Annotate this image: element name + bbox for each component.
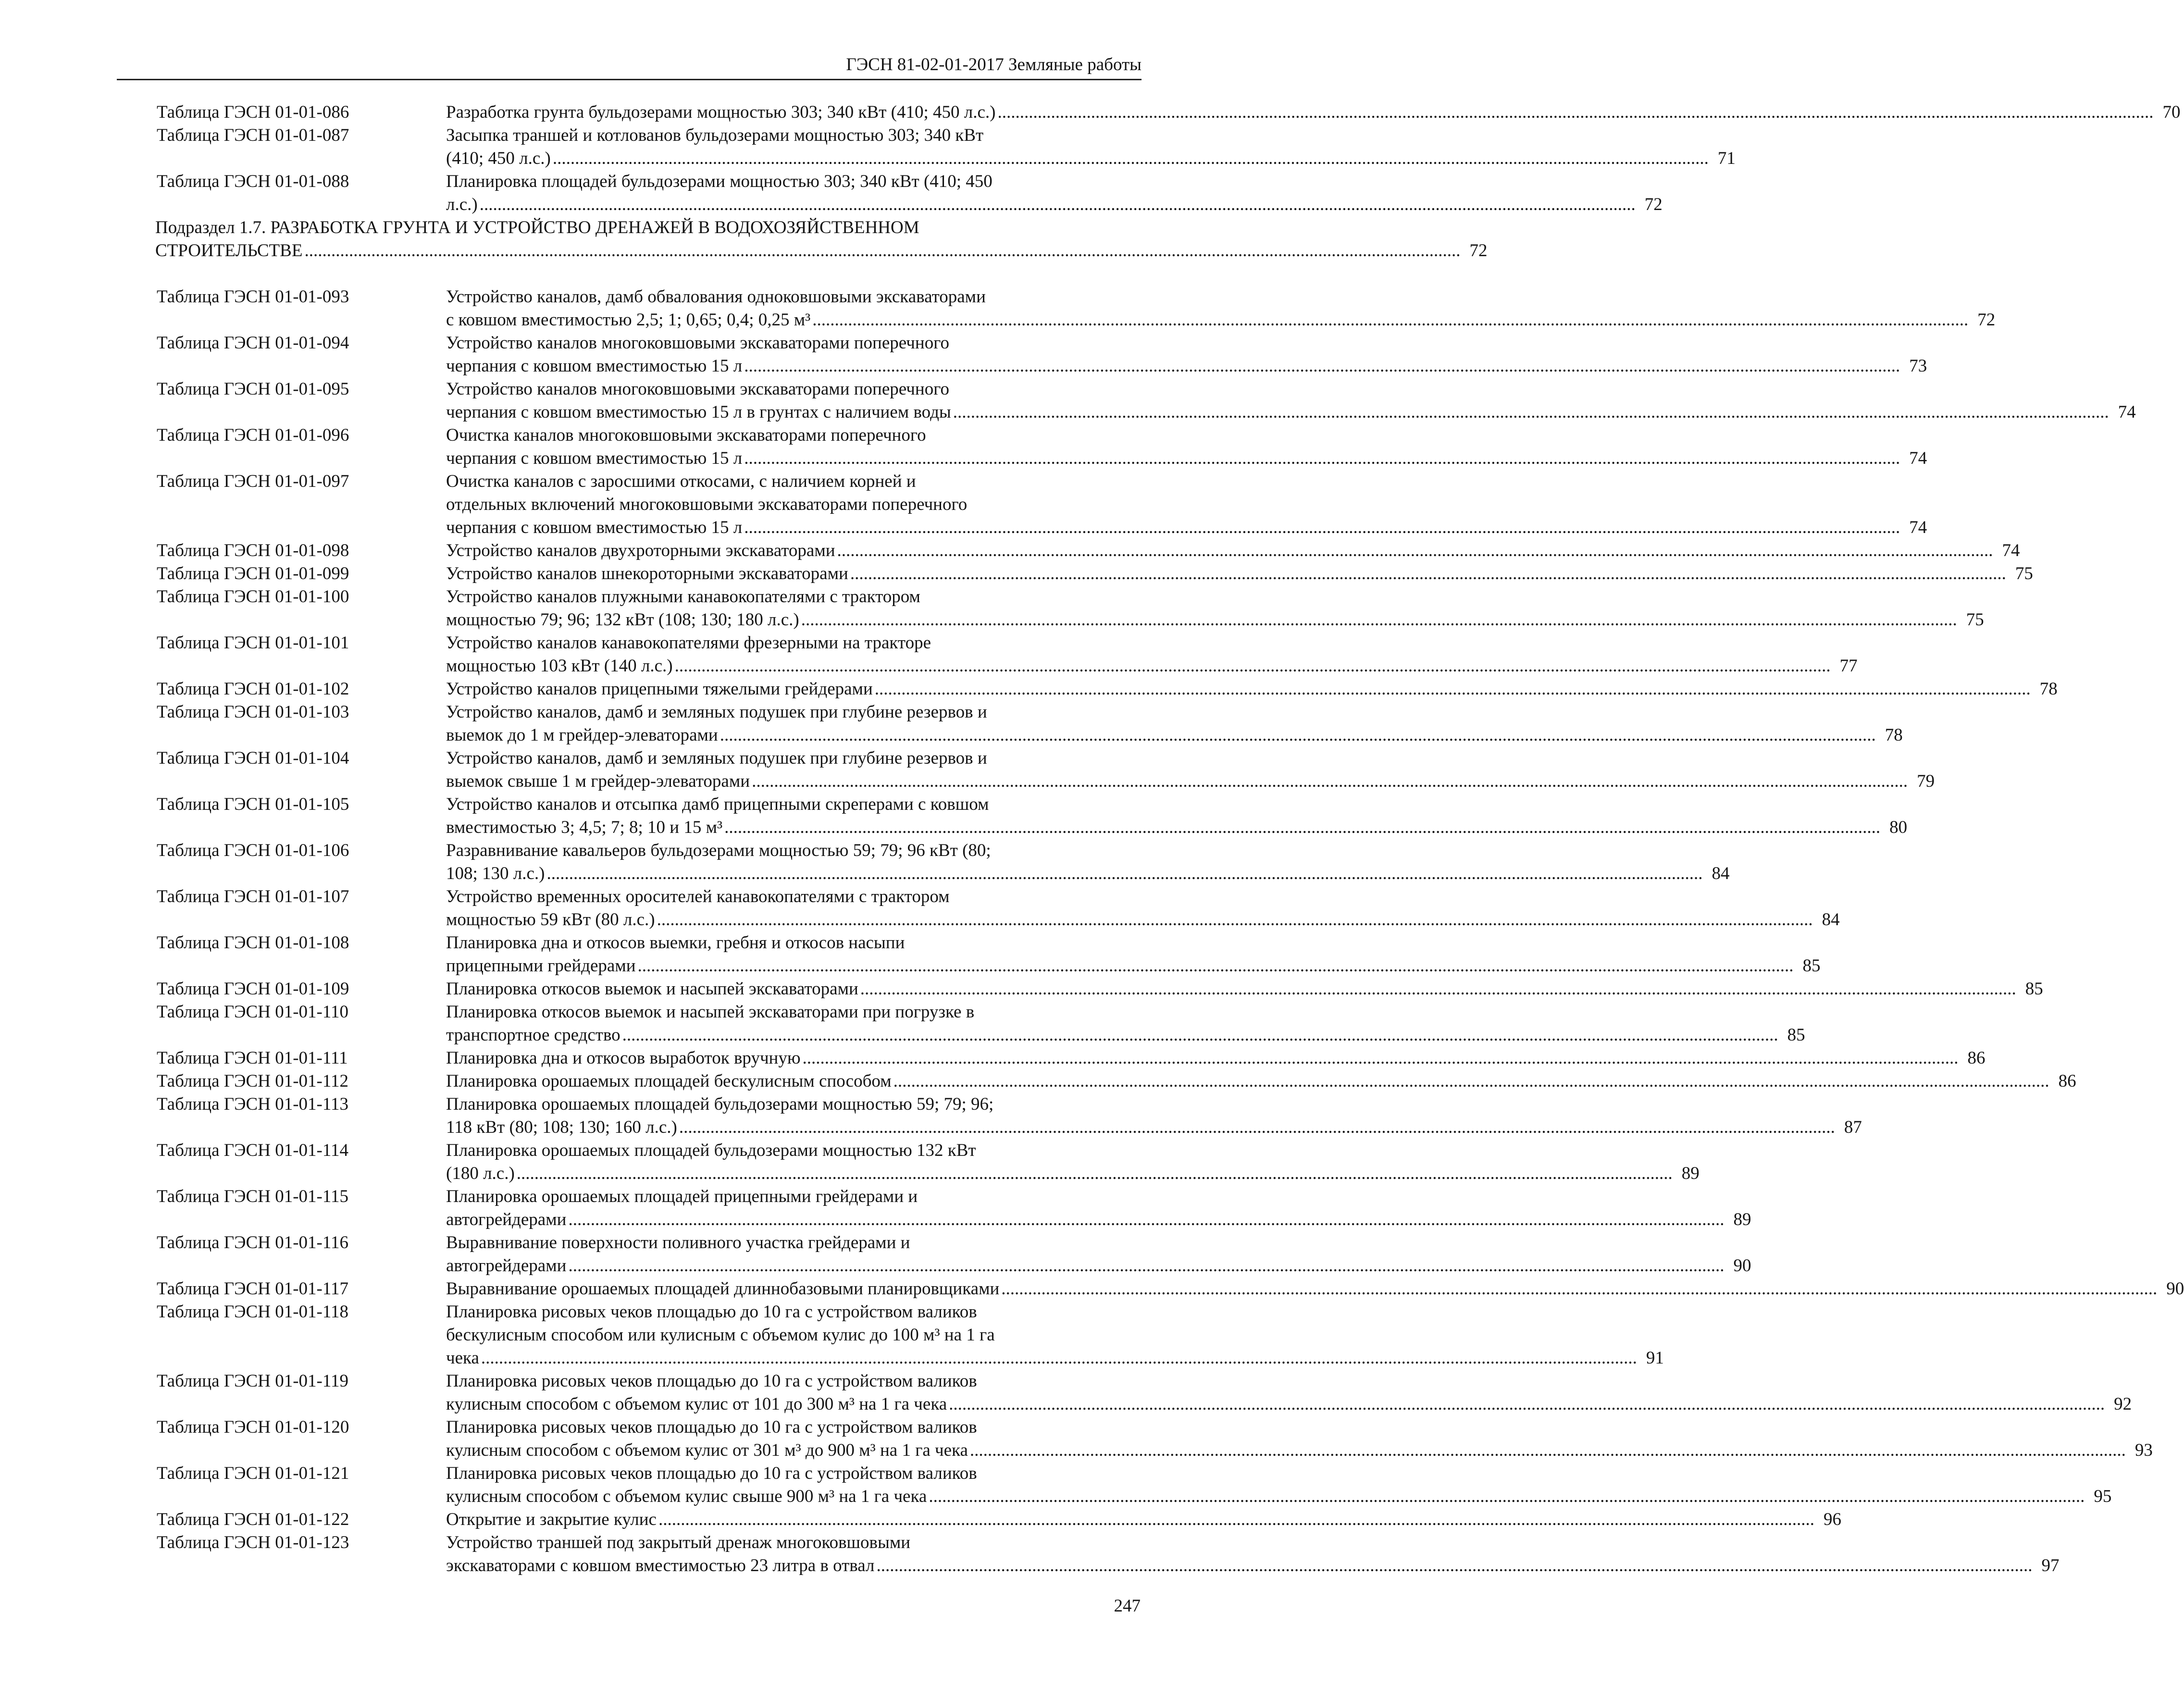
- toc-entry-code: Таблица ГЭСН 01-01-099: [157, 564, 349, 583]
- leader-dots: [566, 1254, 1726, 1277]
- toc-entry-line: Разравнивание кавальеров бульдозерами мощностью 59; 79; 96 кВт (80;: [446, 841, 991, 860]
- toc-entry-description: [446, 101, 2180, 124]
- toc-entry-code: Таблица ГЭСН 01-01-105: [157, 794, 349, 814]
- leader-dots: [515, 1162, 1675, 1185]
- toc-entry-last-line: [446, 1070, 2076, 1093]
- toc-entry-page-number: 90: [2166, 1279, 2184, 1299]
- toc-entry[interactable]: [157, 1370, 2132, 1416]
- toc-entry-last-text: вместимостью 3; 4,5; 7; 8; 10 и 15 м³: [446, 818, 723, 837]
- leader-dots: [657, 1508, 1816, 1531]
- toc-entry[interactable]: [157, 424, 1927, 470]
- toc-entry[interactable]: [157, 678, 2058, 701]
- toc-entry-code: Таблица ГЭСН 01-01-117: [157, 1279, 348, 1299]
- toc-entry[interactable]: [157, 170, 1663, 216]
- subsection-title-line: Подраздел 1.7. РАЗРАБОТКА ГРУНТА И УСТРОЙСТВО ДРЕНАЖЕЙ В ВОДОХОЗЯЙСТВЕННОМ: [155, 218, 919, 237]
- toc-entry-last-line: [446, 1047, 1985, 1070]
- toc-entry-line: бескулисным способом или кулисным с объемом кулис до 100 м³ на 1 га: [446, 1325, 995, 1345]
- toc-entry[interactable]: [157, 585, 1984, 632]
- toc-entry-description: [446, 285, 1995, 332]
- toc-entry-code: Таблица ГЭСН 01-01-108: [157, 933, 349, 953]
- toc-entry-last-text: черпания с ковшом вместимостью 15 л: [446, 356, 743, 376]
- toc-entry-description: [446, 1093, 1862, 1139]
- toc-entry-code: Таблица ГЭСН 01-01-098: [157, 541, 349, 560]
- toc-entry-last-text: Планировка откосов выемок и насыпей экскаваторами: [446, 979, 858, 999]
- toc-entry-description: [446, 562, 2033, 585]
- toc-entry-page-number: 85: [1802, 956, 1821, 976]
- leader-dots: [750, 770, 1910, 793]
- toc-entry-last-text: черпания с ковшом вместимостью 15 л: [446, 448, 743, 468]
- toc-entry-code: Таблица ГЭСН 01-01-104: [157, 748, 349, 768]
- toc-entry-line: Устройство каналов канавокопателями фрезерными на тракторе: [446, 633, 931, 653]
- toc-entry-last-text: Разработка грунта бульдозерами мощностью 303; 340 кВт (410; 450 л.с.): [446, 102, 996, 122]
- toc-entry-last-text: кулисным способом с объемом кулис от 301 м³ до 900 м³ на 1 га чека: [446, 1440, 968, 1460]
- toc-entry-last-text: Устройство каналов шнекороторными экскаваторами: [446, 564, 848, 583]
- toc-entry-description: [446, 378, 2136, 424]
- toc-group-2: [157, 285, 2184, 1577]
- toc-entry-page-number: 96: [1823, 1510, 1841, 1529]
- leader-dots: [722, 816, 1882, 839]
- toc-entry-last-text: прицепными грейдерами: [446, 956, 636, 976]
- toc-entry-code: Таблица ГЭСН 01-01-112: [157, 1071, 348, 1091]
- toc-entry-page-number: 78: [1885, 725, 1903, 745]
- toc-entry-last-line: [446, 678, 2058, 701]
- toc-entry-code: Таблица ГЭСН 01-01-113: [157, 1094, 348, 1114]
- toc-entry-description: [446, 793, 1907, 839]
- toc-entry-last-text: автогрейдерами: [446, 1210, 567, 1229]
- toc-entry-code: Таблица ГЭСН 01-01-123: [157, 1533, 349, 1552]
- toc-entry-last-line: [446, 978, 2043, 1001]
- toc-entry-code: Таблица ГЭСН 01-01-109: [157, 979, 349, 999]
- toc-entry-last-text: кулисным способом с объемом кулис свыше 900 м³ на 1 га чека: [446, 1487, 927, 1506]
- toc-entry-line: Устройство каналов плужными канавокопателями с трактором: [446, 587, 920, 607]
- toc-entry-code: Таблица ГЭСН 01-01-086: [157, 102, 349, 122]
- toc-entry-last-line: [446, 309, 1995, 332]
- toc-entry[interactable]: [157, 562, 2033, 585]
- toc-entry-last-text: кулисным способом с объемом кулис от 101 до 300 м³ на 1 га чека: [446, 1394, 947, 1414]
- leader-dots: [848, 562, 2008, 585]
- toc-entry-line: Устройство временных оросителей канавокопателями с трактором: [446, 887, 950, 906]
- toc-entry-page-number: 71: [1717, 149, 1736, 168]
- toc-entry[interactable]: [157, 793, 1908, 839]
- leader-dots: [999, 1277, 2159, 1301]
- toc-entry-code: Таблица ГЭСН 01-01-116: [157, 1233, 348, 1252]
- leader-dots: [551, 147, 1711, 170]
- toc-entry-code: Таблица ГЭСН 01-01-094: [157, 333, 349, 353]
- toc-entry[interactable]: [157, 839, 1730, 885]
- toc-entry-line: Планировка рисовых чеков площадью до 10 га с устройством валиков: [446, 1417, 977, 1437]
- toc-entry-last-line: [446, 1254, 1751, 1277]
- toc-entry-last-line: [446, 1508, 1841, 1531]
- toc-entry-last-line: [446, 1277, 2184, 1301]
- toc-entry-line: Планировка откосов выемок и насыпей экскаваторами при погрузке в: [446, 1002, 975, 1022]
- toc-entry-code: Таблица ГЭСН 01-01-121: [157, 1463, 349, 1483]
- toc-entry-last-line: [446, 193, 1663, 216]
- toc-entry[interactable]: [157, 1001, 1805, 1047]
- toc-entry-last-text: черпания с ковшом вместимостью 15 л: [446, 518, 743, 537]
- toc-entry-last-line: [446, 355, 1927, 378]
- toc-entry-code: Таблица ГЭСН 01-01-115: [157, 1187, 348, 1206]
- toc-entry-page-number: 86: [1967, 1048, 1985, 1068]
- toc-entry-line: Устройство траншей под закрытый дренаж многоковшовыми: [446, 1533, 911, 1552]
- toc-entry-line: Планировка орошаемых площадей прицепными грейдерами и: [446, 1187, 918, 1206]
- toc-entry-page-number: 85: [2025, 979, 2043, 999]
- toc-entry-last-line: [446, 147, 1736, 170]
- toc-entry[interactable]: [157, 1301, 1664, 1370]
- toc-entry-page-number: 84: [1712, 864, 1730, 883]
- running-header: [117, 54, 1142, 80]
- leader-dots: [947, 1393, 2107, 1416]
- toc-entry-page-number: 79: [1917, 771, 1935, 791]
- toc-entry-description: [446, 1047, 1985, 1070]
- leader-dots: [810, 309, 1970, 332]
- toc-entry[interactable]: [157, 978, 2043, 1001]
- toc-entry[interactable]: [157, 1231, 1751, 1277]
- toc-entry-description: [446, 701, 1903, 747]
- toc-entry-page-number: 89: [1733, 1210, 1751, 1229]
- leader-dots: [801, 1047, 1961, 1070]
- toc-entry-page-number: 73: [1909, 356, 1927, 376]
- toc-entry-code: Таблица ГЭСН 01-01-120: [157, 1417, 349, 1437]
- toc-entry[interactable]: [157, 1093, 1862, 1139]
- leader-dots: [718, 724, 1878, 747]
- toc-entry-page-number: 72: [1644, 195, 1663, 214]
- toc-entry-last-text: мощностью 79; 96; 132 кВт (108; 130; 180 л.с.): [446, 610, 799, 630]
- toc-entry-description: [446, 1462, 2111, 1508]
- toc-entry-last-text: выемок свыше 1 м грейдер-элеваторами: [446, 771, 750, 791]
- toc-entry-last-line: [446, 539, 2020, 562]
- toc-group-1: [157, 101, 2181, 216]
- leader-dots: [835, 539, 1995, 562]
- leader-dots: [636, 955, 1796, 978]
- leader-dots: [742, 355, 1902, 378]
- toc-entry-description: [446, 1370, 2132, 1416]
- leader-dots: [479, 1347, 1639, 1370]
- page-number: 247: [1114, 1596, 1141, 1616]
- toc-entry-description: [446, 978, 2043, 1001]
- toc-entry-last-text: 108; 130 л.с.): [446, 864, 545, 883]
- toc-entry-last-line: [446, 562, 2033, 585]
- toc-entry-description: [446, 1070, 2076, 1093]
- leader-dots: [875, 1554, 2035, 1577]
- toc-entry-line: Засыпка траншей и котлованов бульдозерами мощностью 303; 340 кВт: [446, 125, 984, 145]
- toc-entry-last-line: [446, 1024, 1805, 1047]
- toc-entry-line: Устройство каналов, дамб обвалования одноковшовыми экскаваторами: [446, 287, 986, 307]
- toc-entry-description: [446, 1416, 2153, 1462]
- toc-entry-description: [446, 1531, 2060, 1577]
- toc-entry-line: Очистка каналов с заросшими откосами, с наличием корней и: [446, 471, 916, 491]
- toc-entry-last-line: [446, 908, 1840, 931]
- toc-entry-description: [446, 885, 1840, 931]
- toc-entry[interactable]: [157, 1416, 2153, 1462]
- toc-entry[interactable]: [157, 332, 1927, 378]
- toc-entry-description: [446, 539, 2020, 562]
- toc-entry-last-text: чека: [446, 1348, 479, 1368]
- toc-entry-page-number: 97: [2041, 1556, 2060, 1575]
- toc-entry-last-line: [446, 816, 1907, 839]
- toc-entry-page-number: 93: [2134, 1440, 2153, 1460]
- leader-dots: [742, 447, 1902, 470]
- toc-entry[interactable]: [157, 1277, 2184, 1301]
- toc-entry-last-text: транспортное средство: [446, 1025, 620, 1045]
- toc-entry-line: Устройство каналов многоковшовыми экскаваторами поперечного: [446, 333, 949, 353]
- toc-entry-page-number: 70: [2162, 102, 2181, 122]
- toc-entry[interactable]: [157, 1070, 2076, 1093]
- toc-entry-description: [446, 678, 2058, 701]
- toc-entry-last-text: с ковшом вместимостью 2,5; 1; 0,65; 0,4; 0,25 м³: [446, 310, 811, 330]
- toc-entry-line: Очистка каналов многоковшовыми экскаваторами поперечного: [446, 425, 926, 445]
- toc-entry-last-line: [446, 401, 2136, 424]
- toc-entry-line: Выравнивание поверхности поливного участка грейдерами и: [446, 1233, 910, 1252]
- toc-entry-code: Таблица ГЭСН 01-01-095: [157, 379, 349, 399]
- toc-entry-last-text: Планировка дна и откосов выработок вручную: [446, 1048, 801, 1068]
- toc-entry-code: Таблица ГЭСН 01-01-102: [157, 679, 349, 699]
- toc-entry[interactable]: [157, 1185, 1751, 1231]
- toc-entry-page-number: 74: [1909, 518, 1927, 537]
- leader-dots: [951, 401, 2111, 424]
- toc-entry-code: Таблица ГЭСН 01-01-111: [157, 1048, 348, 1068]
- toc-entry-code: Таблица ГЭСН 01-01-119: [157, 1371, 348, 1391]
- toc-entry-page-number: 95: [2094, 1487, 2112, 1506]
- toc-entry-description: [446, 839, 1730, 885]
- toc-entry[interactable]: [157, 1531, 2060, 1577]
- toc-entry[interactable]: [157, 124, 1736, 170]
- leader-dots: [892, 1070, 2051, 1093]
- toc-entry-page-number: 84: [1822, 910, 1840, 930]
- toc-entry-description: [446, 170, 1663, 216]
- toc-entry-last-text: мощностью 103 кВт (140 л.с.): [446, 656, 673, 676]
- toc-entry-page-number: 89: [1681, 1164, 1700, 1183]
- leader-dots: [927, 1485, 2086, 1508]
- toc-entry-last-line: [446, 1347, 1664, 1370]
- toc-entry-page-number: 91: [1646, 1348, 1664, 1368]
- toc-entry-last-text: Планировка орошаемых площадей бескулисным способом: [446, 1071, 892, 1091]
- toc-entry[interactable]: [157, 101, 2181, 124]
- toc-entry-last-line: [446, 1116, 1862, 1139]
- toc-entry-description: [446, 124, 1736, 170]
- leader-dots: [995, 101, 2155, 124]
- table-of-contents: [155, 101, 2184, 1577]
- toc-entry-last-text: л.с.): [446, 195, 478, 214]
- toc-entry-last-text: Устройство каналов двухроторными экскаваторами: [446, 541, 835, 560]
- toc-entry-description: [446, 632, 1858, 678]
- subsection-title-fill: [155, 239, 1488, 262]
- toc-entry-code: Таблица ГЭСН 01-01-114: [157, 1141, 348, 1160]
- leader-dots: [566, 1208, 1726, 1231]
- toc-entry-code: Таблица ГЭСН 01-01-096: [157, 425, 349, 445]
- toc-entry-page-number: 75: [2015, 564, 2033, 583]
- subsection-page-number: 72: [1469, 241, 1488, 260]
- toc-entry-last-text: выемок до 1 м грейдер-элеваторами: [446, 725, 718, 745]
- subsection-title-last-line: СТРОИТЕЛЬСТВЕ: [155, 241, 303, 260]
- leader-dots: [478, 193, 1638, 216]
- toc-entry-line: отдельных включений многоковшовыми экскаваторами поперечного: [446, 495, 968, 514]
- toc-entry-last-text: черпания с ковшом вместимостью 15 л в грунтах с наличием воды: [446, 402, 951, 422]
- toc-entry-description: [446, 1139, 1700, 1185]
- toc-entry-code: Таблица ГЭСН 01-01-103: [157, 702, 349, 722]
- toc-entry-page-number: 74: [1909, 448, 1927, 468]
- toc-entry-last-line: [446, 1554, 2060, 1577]
- toc-entry[interactable]: [157, 885, 1840, 931]
- toc-entry-description: [446, 332, 1927, 378]
- toc-entry-description: [446, 1508, 1841, 1531]
- toc-entry-line: Планировка рисовых чеков площадью до 10 га с устройством валиков: [446, 1463, 977, 1483]
- toc-entry-code: Таблица ГЭСН 01-01-088: [157, 172, 349, 191]
- toc-entry[interactable]: [157, 539, 2020, 562]
- leader-dots: [799, 608, 1959, 632]
- toc-entry[interactable]: [157, 1047, 1985, 1070]
- toc-entry-code: Таблица ГЭСН 01-01-093: [157, 287, 349, 307]
- toc-entry-page-number: 78: [2039, 679, 2058, 699]
- toc-entry-line: Планировка дна и откосов выемки, гребня и откосов насыпи: [446, 933, 905, 953]
- toc-entry-page-number: 90: [1733, 1256, 1751, 1276]
- toc-entry-last-line: [446, 101, 2180, 124]
- header-title: ГЭСН 81-02-01-2017 Земляные работы: [846, 55, 1142, 74]
- toc-entry-code: Таблица ГЭСН 01-01-122: [157, 1510, 349, 1529]
- toc-entry-code: Таблица ГЭСН 01-01-110: [157, 1002, 348, 1022]
- leader-dots: [742, 516, 1902, 539]
- toc-entry-last-text: 118 кВт (80; 108; 130; 160 л.с.): [446, 1117, 677, 1137]
- toc-entry-last-line: [446, 862, 1730, 885]
- toc-entry-last-line: [446, 770, 1935, 793]
- toc-entry-page-number: 87: [1844, 1117, 1862, 1137]
- toc-entry[interactable]: [157, 1139, 1700, 1185]
- toc-entry-last-line: [446, 655, 1858, 678]
- toc-entry[interactable]: [157, 701, 1903, 747]
- toc-entry-description: [446, 1277, 2184, 1301]
- toc-entry-line: Устройство каналов, дамб и земляных подушек при глубине резервов и: [446, 748, 987, 768]
- leader-dots: [302, 239, 1462, 262]
- toc-entry-code: Таблица ГЭСН 01-01-106: [157, 841, 349, 860]
- section-gap: [157, 262, 1130, 285]
- toc-entry-description: [446, 424, 1927, 470]
- toc-entry-line: Планировка орошаемых площадей бульдозерами мощностью 59; 79; 96;: [446, 1094, 994, 1114]
- leader-dots: [655, 908, 1815, 931]
- toc-entry-page-number: 74: [2002, 541, 2020, 560]
- toc-entry-page-number: 80: [1889, 818, 1908, 837]
- toc-entry-line: Устройство каналов, дамб и земляных подушек при глубине резервов и: [446, 702, 987, 722]
- toc-entry-last-text: (410; 450 л.с.): [446, 149, 551, 168]
- leader-dots: [620, 1024, 1780, 1047]
- toc-entry-code: Таблица ГЭСН 01-01-118: [157, 1302, 348, 1322]
- toc-entry-last-text: мощностью 59 кВт (80 л.с.): [446, 910, 655, 930]
- toc-entry-code: Таблица ГЭСН 01-01-097: [157, 471, 349, 491]
- toc-entry[interactable]: [157, 470, 1927, 539]
- toc-entry-last-line: [446, 724, 1903, 747]
- toc-entry-page-number: 74: [2118, 402, 2136, 422]
- leader-dots: [873, 678, 2033, 701]
- toc-entry[interactable]: [157, 1508, 1841, 1531]
- toc-entry-last-line: [446, 955, 1821, 978]
- toc-entry-line: Устройство каналов и отсыпка дамб прицепными скреперами с ковшом: [446, 794, 989, 814]
- toc-entry-code: Таблица ГЭСН 01-01-101: [157, 633, 349, 653]
- toc-entry-last-line: [446, 516, 1927, 539]
- toc-entry-last-line: [446, 1439, 2153, 1462]
- toc-entry-description: [446, 1301, 1664, 1370]
- toc-entry-code: Таблица ГЭСН 01-01-107: [157, 887, 349, 906]
- toc-entry-code: Таблица ГЭСН 01-01-100: [157, 587, 349, 607]
- toc-entry-last-line: [446, 1485, 2111, 1508]
- toc-entry-description: [446, 747, 1935, 793]
- toc-entry-last-line: [446, 1393, 2132, 1416]
- toc-entry-last-text: автогрейдерами: [446, 1256, 567, 1276]
- toc-entry-last-text: Открытие и закрытие кулис: [446, 1510, 657, 1529]
- toc-entry-last-text: Выравнивание орошаемых площадей длиннобазовыми планировщиками: [446, 1279, 1000, 1299]
- toc-subsection-heading[interactable]: [155, 216, 1488, 262]
- toc-entry-line: Планировка рисовых чеков площадью до 10 га с устройством валиков: [446, 1302, 977, 1322]
- toc-entry-last-text: (180 л.с.): [446, 1164, 515, 1183]
- toc-entry-description: [446, 1231, 1751, 1277]
- toc-entry-description: [446, 1001, 1805, 1047]
- toc-entry-page-number: 72: [1977, 310, 1996, 330]
- toc-entry-last-text: Устройство каналов прицепными тяжелыми грейдерами: [446, 679, 873, 699]
- toc-entry[interactable]: [157, 747, 1935, 793]
- toc-entry-code: Таблица ГЭСН 01-01-087: [157, 125, 349, 145]
- toc-entry-page-number: 77: [1839, 656, 1858, 676]
- toc-entry-last-line: [446, 1162, 1700, 1185]
- toc-entry-page-number: 86: [2058, 1071, 2076, 1091]
- toc-entry-description: [446, 470, 1927, 539]
- toc-entry[interactable]: [157, 632, 1858, 678]
- toc-entry-last-line: [446, 608, 1984, 632]
- toc-entry-line: Планировка рисовых чеков площадью до 10 га с устройством валиков: [446, 1371, 977, 1391]
- leader-dots: [968, 1439, 2128, 1462]
- toc-entry[interactable]: [157, 378, 2136, 424]
- toc-entry-page-number: 75: [1966, 610, 1984, 630]
- toc-entry-line: Планировка площадей бульдозерами мощностью 303; 340 кВт (410; 450: [446, 172, 993, 191]
- toc-entry-description: [446, 1185, 1751, 1231]
- toc-entry-line: Планировка орошаемых площадей бульдозерами мощностью 132 кВт: [446, 1141, 976, 1160]
- leader-dots: [673, 655, 1833, 678]
- leader-dots: [858, 978, 2018, 1001]
- leader-dots: [545, 862, 1705, 885]
- toc-entry-description: [446, 931, 1821, 978]
- toc-entry[interactable]: [157, 285, 1996, 332]
- toc-entry-last-line: [446, 447, 1927, 470]
- toc-entry-last-text: экскаваторами с ковшом вместимостью 23 литра в отвал: [446, 1556, 875, 1575]
- toc-entry-page-number: 85: [1787, 1025, 1805, 1045]
- toc-entry[interactable]: [157, 1462, 2112, 1508]
- toc-entry-description: [446, 585, 1984, 632]
- toc-entry-last-line: [446, 1208, 1751, 1231]
- toc-entry-line: Устройство каналов многоковшовыми экскаваторами поперечного: [446, 379, 949, 399]
- leader-dots: [677, 1116, 1837, 1139]
- toc-entry[interactable]: [157, 931, 1821, 978]
- toc-entry-page-number: 92: [2114, 1394, 2132, 1414]
